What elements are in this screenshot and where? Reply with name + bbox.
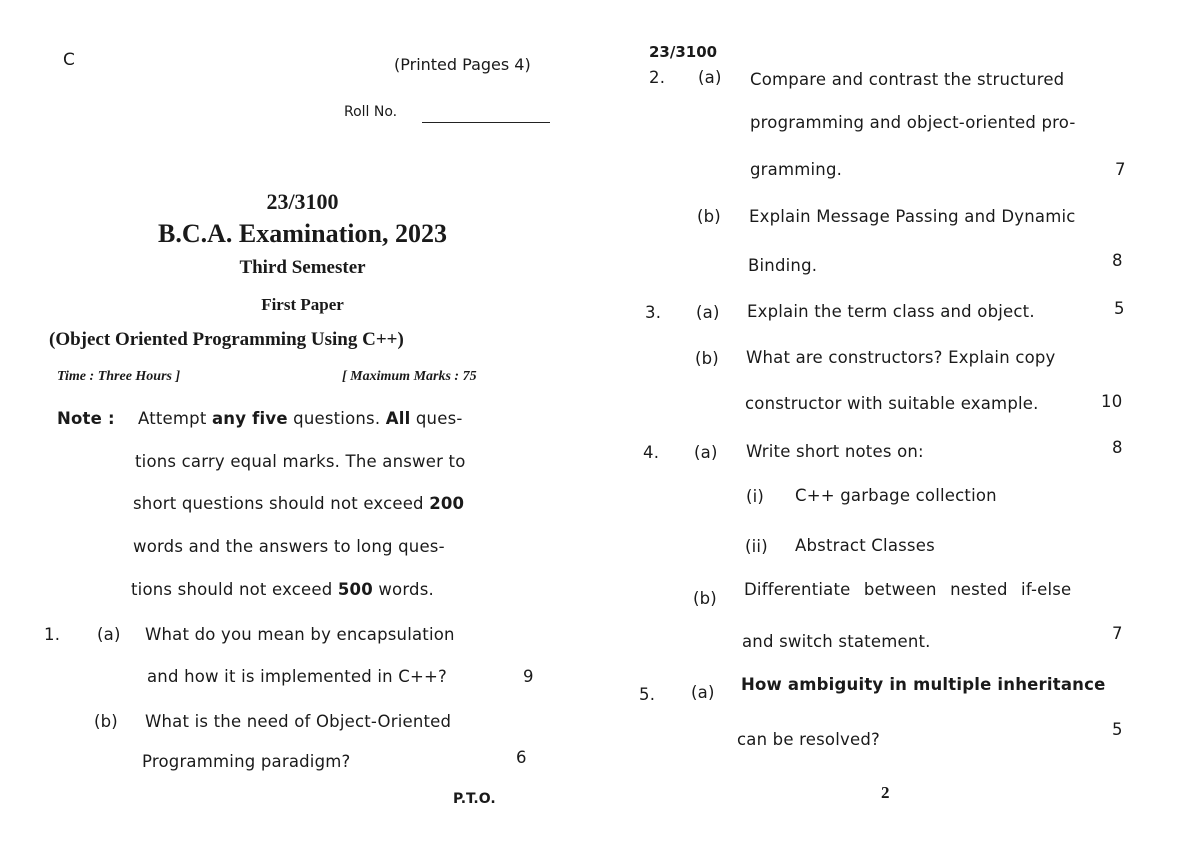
q1-number: 1. — [44, 625, 61, 644]
q4a-line-1: Write short notes on: — [746, 442, 924, 461]
maximum-marks: [ Maximum Marks : 75 — [342, 369, 477, 384]
q3-number: 3. — [645, 303, 662, 322]
q5a-line-1: How ambiguity in multiple inheritance — [741, 675, 1106, 694]
printed-pages: (Printed Pages 4) — [394, 55, 531, 74]
q1b-label: (b) — [94, 712, 118, 731]
q2a-label: (a) — [698, 68, 722, 87]
q4a-i-text: C++ garbage collection — [795, 486, 997, 505]
q1a-line-2: and how it is implemented in C++? — [147, 667, 448, 686]
q3a-label: (a) — [696, 303, 720, 322]
q5a-label: (a) — [691, 683, 715, 702]
paper-code: 23/3100 — [266, 189, 339, 214]
q4a-ii-label: (ii) — [745, 537, 768, 556]
note-line-4: words and the answers to long ques- — [133, 537, 445, 556]
paper-number: First Paper — [261, 295, 344, 314]
page-number: 2 — [881, 783, 890, 802]
q4a-i-label: (i) — [746, 487, 765, 506]
note-line-2: tions carry equal marks. The answer to — [135, 452, 466, 471]
q3b-label: (b) — [695, 349, 719, 368]
q2a-line-2: programming and object-oriented pro- — [750, 113, 1076, 132]
q1b-line-1: What is the need of Object-Oriented — [145, 712, 452, 731]
q4a-label: (a) — [694, 443, 718, 462]
q2b-marks: 8 — [1112, 251, 1123, 270]
q1a-label: (a) — [97, 625, 121, 644]
roll-no-blank — [422, 122, 550, 123]
q3a-marks: 5 — [1114, 299, 1125, 318]
q2-number: 2. — [649, 68, 666, 87]
q2a-line-1: Compare and contrast the structured — [750, 70, 1065, 89]
time-allowed: Time : Three Hours ] — [57, 369, 181, 384]
note-line-3: short questions should not exceed 200 — [133, 494, 465, 513]
note-line-5: tions should not exceed 500 words. — [131, 580, 434, 599]
pto-footer: P.T.O. — [453, 791, 496, 807]
q4b-label: (b) — [693, 589, 717, 608]
q2a-marks: 7 — [1115, 160, 1126, 179]
subject: (Object Oriented Programming Using C++) — [49, 329, 404, 350]
q2a-line-3: gramming. — [750, 160, 843, 179]
q3b-line-1: What are constructors? Explain copy — [746, 348, 1056, 367]
q3b-line-2: constructor with suitable example. — [745, 394, 1039, 413]
q4a-ii-text: Abstract Classes — [795, 536, 935, 555]
q5-number: 5. — [639, 685, 656, 704]
semester: Third Semester — [239, 257, 366, 278]
note-label: Note : — [57, 409, 115, 428]
q1b-line-2: Programming paradigm? — [142, 752, 351, 771]
q3b-marks: 10 — [1101, 392, 1123, 411]
q4b-marks: 7 — [1112, 624, 1123, 643]
q4a-marks: 8 — [1112, 438, 1123, 457]
q4-number: 4. — [643, 443, 660, 462]
q2b-line-2: Binding. — [748, 256, 818, 275]
q5a-line-2: can be resolved? — [737, 730, 880, 749]
q1b-marks: 6 — [516, 748, 527, 767]
series-code: C — [63, 50, 75, 70]
q4b-line-1: Differentiate between nested if-else — [744, 580, 1072, 599]
q1a-marks: 9 — [523, 667, 534, 686]
q5a-marks: 5 — [1112, 720, 1123, 739]
note-line-1: Attempt any five questions. All ques- — [138, 409, 463, 428]
q1a-line-1: What do you mean by encapsulation — [145, 625, 455, 644]
q2b-label: (b) — [697, 207, 721, 226]
q2b-line-1: Explain Message Passing and Dynamic — [749, 207, 1076, 226]
exam-title: B.C.A. Examination, 2023 — [158, 219, 447, 248]
q3a-line-1: Explain the term class and object. — [747, 302, 1035, 321]
right-paper-code: 23/3100 — [649, 43, 718, 61]
q4b-line-2: and switch statement. — [742, 632, 931, 651]
roll-no-label: Roll No. — [344, 104, 398, 120]
